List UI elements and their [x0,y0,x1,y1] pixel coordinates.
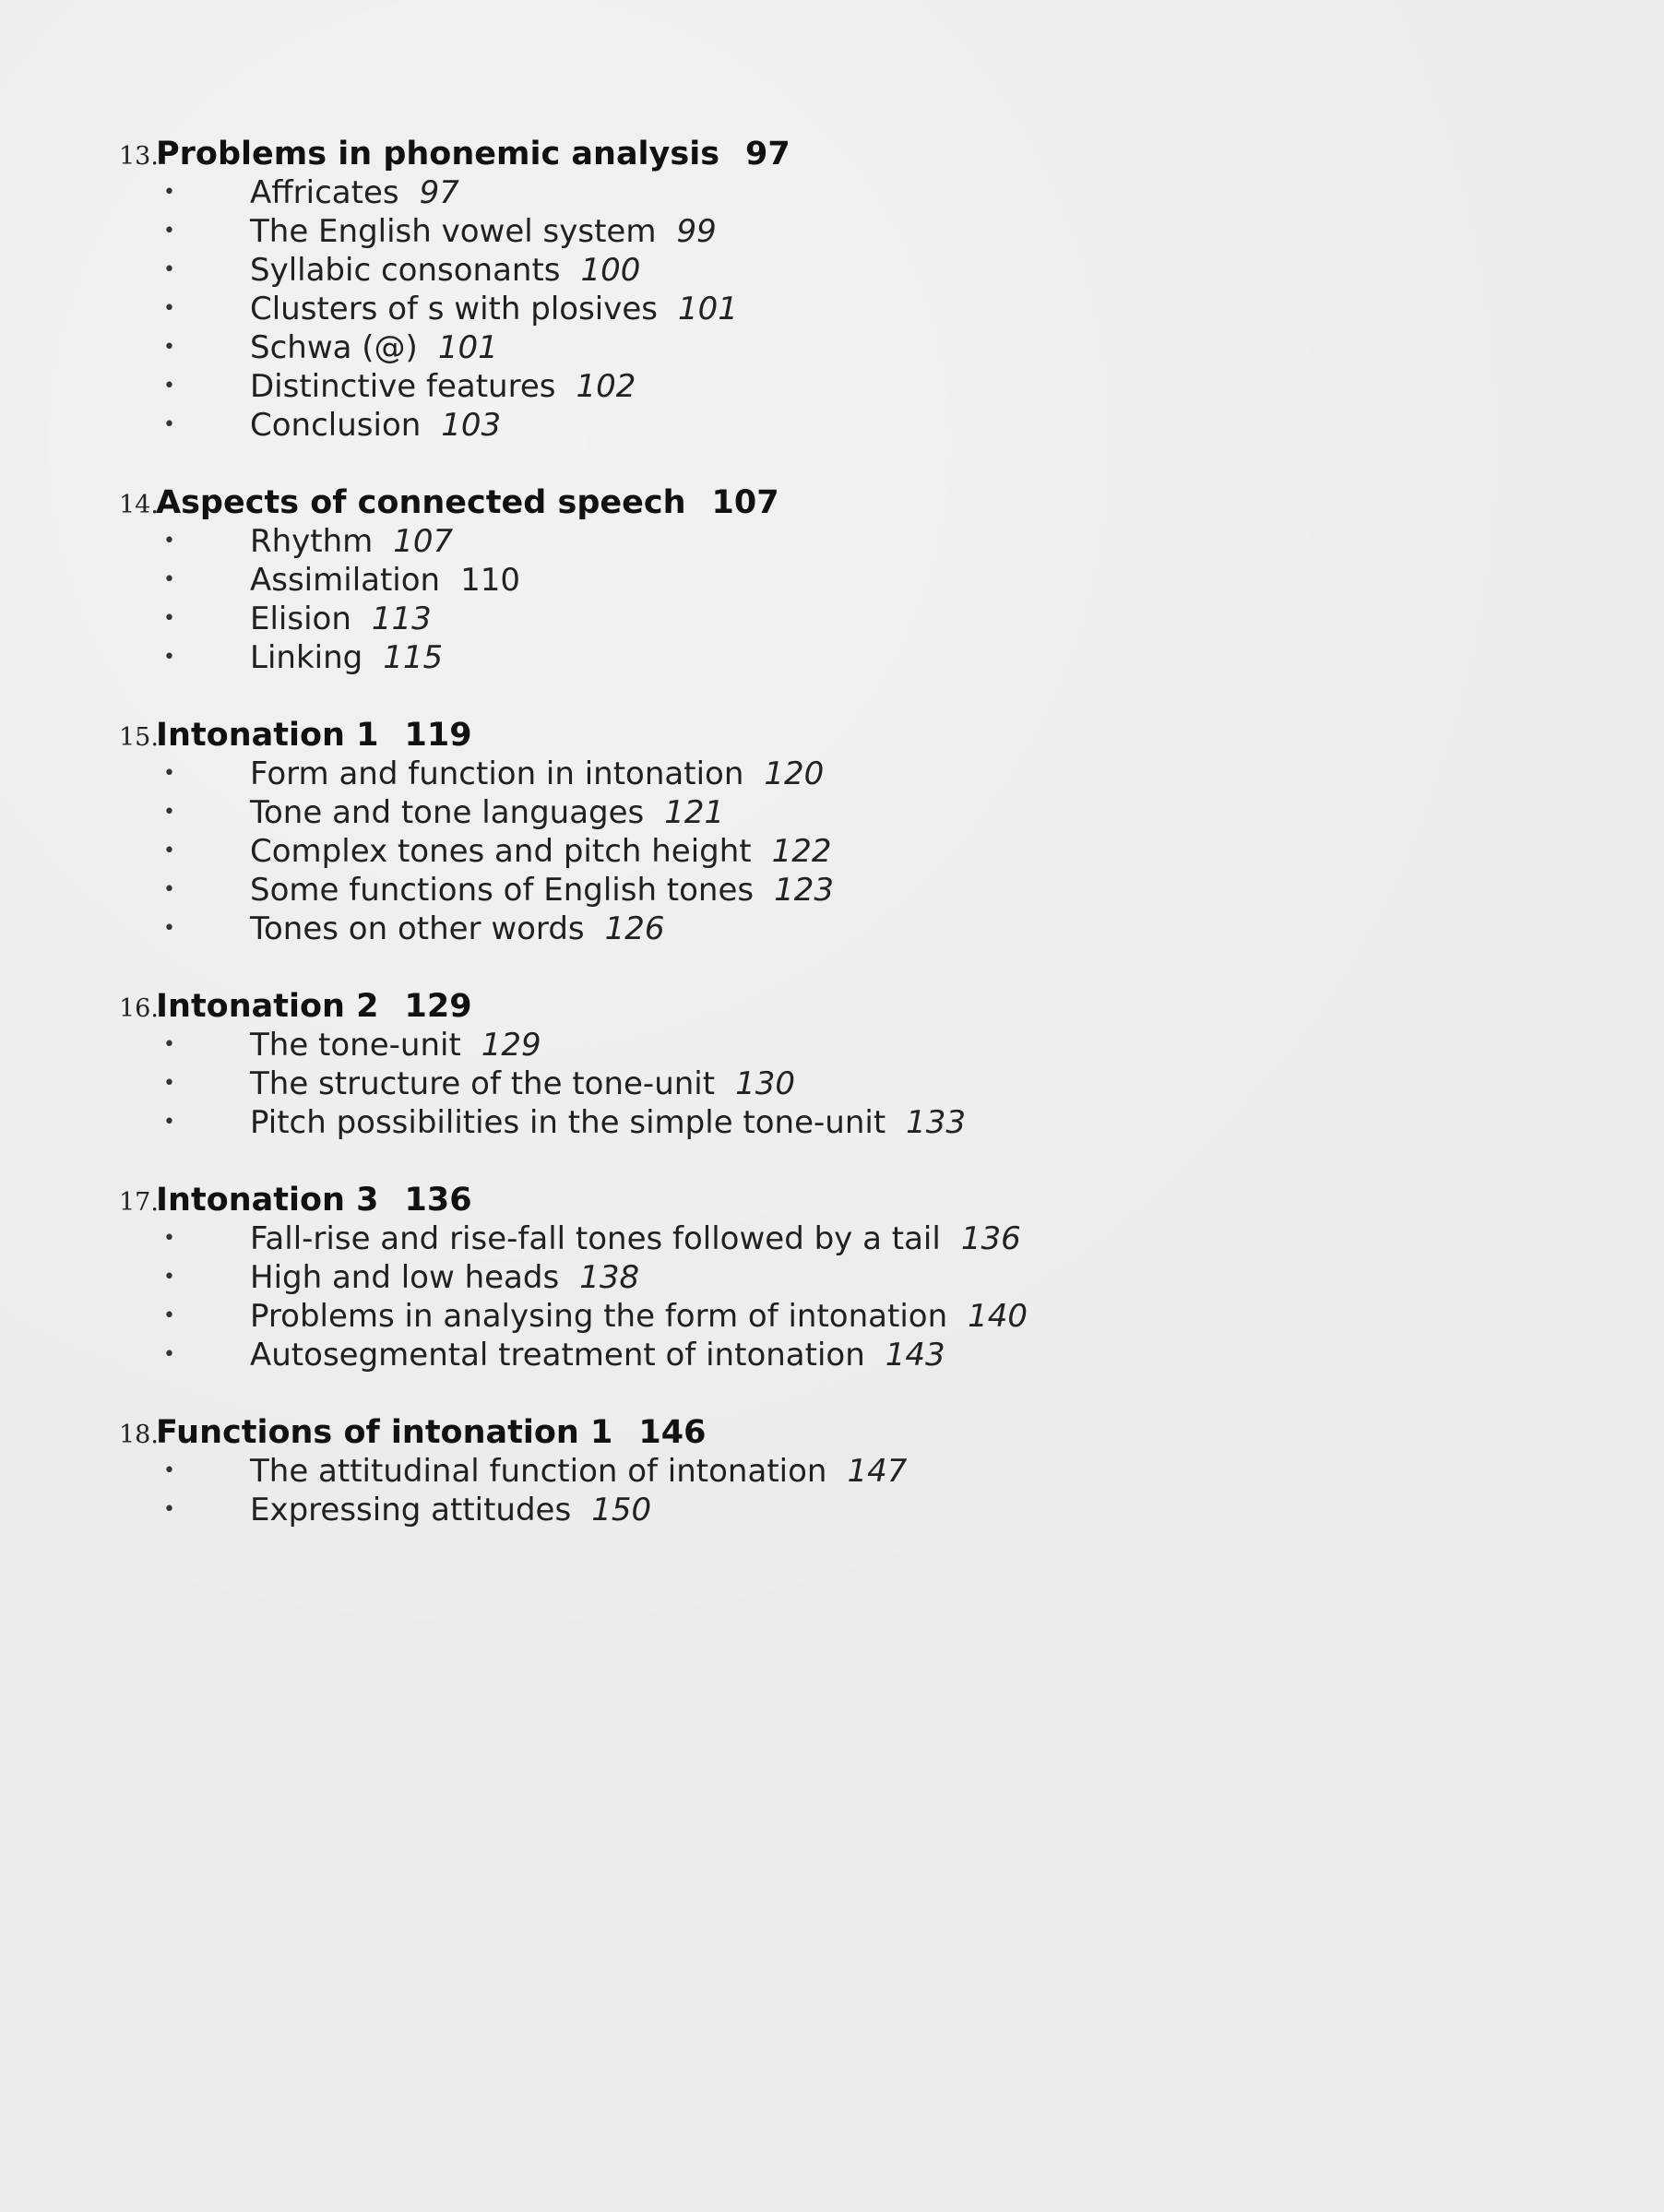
section-page-number: 120 [764,755,825,792]
section-title: The attitudinal function of intonation [250,1453,827,1490]
section-list [119,173,1503,445]
section-page-number: 97 [419,174,459,211]
section-page-number: 123 [774,872,835,909]
section-page-number: 138 [579,1259,640,1296]
section-page-number: 110 [460,562,521,599]
section-title: Distinctive features [250,368,556,405]
section-page-number: 126 [604,910,665,947]
bullet-icon: • [163,1343,175,1366]
table-of-contents [119,135,1503,1568]
chapter-page-number: 97 [745,136,790,172]
bullet-icon: • [163,801,175,824]
bullet-icon: • [163,375,175,398]
section-title: Pitch possibilities in the simple tone-unit [250,1104,886,1141]
list-item [119,1026,1503,1064]
section-title: Problems in analysing the form of intonation [250,1298,948,1335]
chapter-title: Problems in phonemic analysis [156,136,720,172]
section-page-number: 133 [906,1104,967,1141]
bullet-icon: • [163,568,175,591]
chapter-page-number: 119 [404,717,472,754]
section-title: The tone-unit [250,1027,461,1064]
section-page-number: 115 [383,639,444,676]
bullet-icon: • [163,220,175,243]
chapter-number: 18. [119,1421,159,1449]
list-item [119,1336,1503,1374]
bullet-icon: • [163,1072,175,1095]
bullet-icon: • [163,1459,175,1482]
chapter-number: 16. [119,994,159,1023]
list-item [119,328,1503,367]
chapter-page-number: 107 [711,484,779,521]
section-page-number: 103 [441,407,502,444]
chapter-number: 13. [119,142,159,171]
list-item [119,638,1503,677]
section-title: Form and function in intonation [250,755,744,792]
toc-chapter [119,135,1503,445]
chapter-heading [119,987,1503,1026]
section-title: Syllabic consonants [250,252,561,289]
bullet-icon: • [163,181,175,204]
chapter-heading [119,135,1503,173]
list-item [119,793,1503,832]
bullet-icon: • [163,1304,175,1327]
toc-chapter [119,716,1503,948]
section-page-number: 150 [591,1492,652,1528]
list-item [119,251,1503,290]
section-page-number: 143 [885,1337,945,1374]
list-item [119,1064,1503,1103]
list-item [119,173,1503,212]
section-page-number: 136 [960,1220,1021,1257]
section-list [119,1219,1503,1374]
list-item [119,1219,1503,1258]
list-item [119,1258,1503,1297]
chapter-page-number: 129 [404,988,472,1025]
bullet-icon: • [163,1111,175,1134]
section-list [119,755,1503,948]
section-title: Conclusion [250,407,422,444]
section-page-number: 122 [771,833,832,870]
list-item [119,1491,1503,1529]
bullet-icon: • [163,1227,175,1250]
toc-chapter [119,987,1503,1142]
list-item [119,522,1503,561]
section-title: Complex tones and pitch height [250,833,752,870]
chapter-heading [119,1181,1503,1219]
section-title: The structure of the tone-unit [250,1065,716,1102]
chapter-number: 17. [119,1188,159,1217]
list-item [119,212,1503,251]
bullet-icon: • [163,413,175,436]
list-item [119,1452,1503,1491]
bullet-icon: • [163,646,175,669]
section-page-number: 107 [393,523,454,560]
chapter-heading [119,483,1503,522]
bullet-icon: • [163,297,175,320]
section-title: Rhythm [250,523,374,560]
section-list [119,522,1503,677]
section-page-number: 140 [968,1298,1028,1335]
list-item [119,871,1503,910]
list-item [119,290,1503,328]
section-title: Expressing attitudes [250,1492,572,1528]
bullet-icon: • [163,1033,175,1056]
chapter-title: Intonation 1 [156,717,379,754]
bullet-icon: • [163,878,175,901]
section-page-number: 101 [437,329,498,366]
bullet-icon: • [163,529,175,553]
chapter-heading [119,1413,1503,1452]
list-item [119,561,1503,600]
section-title: Autosegmental treatment of intonation [250,1337,865,1374]
bullet-icon: • [163,336,175,359]
chapter-number: 15. [119,723,159,752]
section-title: Affricates [250,174,399,211]
section-title: Fall-rise and rise-fall tones followed by a tail [250,1220,941,1257]
section-page-number: 129 [481,1027,541,1064]
section-title: Clusters of s with plosives [250,291,658,327]
section-list [119,1026,1503,1142]
chapter-title: Functions of intonation 1 [156,1414,613,1451]
section-page-number: 113 [371,601,432,637]
list-item [119,832,1503,871]
chapter-page-number: 146 [638,1414,707,1451]
section-page-number: 121 [664,794,725,831]
section-title: Schwa (@) [250,329,418,366]
bullet-icon: • [163,917,175,940]
list-item [119,755,1503,793]
section-title: Assimilation [250,562,441,599]
list-item [119,1297,1503,1336]
list-item [119,910,1503,948]
section-page-number: 99 [676,213,717,250]
bullet-icon: • [163,607,175,630]
section-page-number: 101 [677,291,738,327]
section-title: Tone and tone languages [250,794,645,831]
section-title: Linking [250,639,363,676]
section-title: Some functions of English tones [250,872,755,909]
section-list [119,1452,1503,1529]
toc-chapter [119,1181,1503,1374]
list-item [119,367,1503,406]
section-page-number: 147 [847,1453,908,1490]
section-page-number: 100 [580,252,641,289]
chapter-title: Aspects of connected speech [156,484,686,521]
section-title: High and low heads [250,1259,560,1296]
bullet-icon: • [163,839,175,862]
section-title: Elision [250,601,351,637]
chapter-page-number: 136 [404,1182,472,1219]
chapter-heading [119,716,1503,755]
section-title: The English vowel system [250,213,657,250]
list-item [119,406,1503,445]
chapter-title: Intonation 2 [156,988,379,1025]
bullet-icon: • [163,1266,175,1289]
list-item [119,1103,1503,1142]
bullet-icon: • [163,258,175,281]
list-item [119,600,1503,638]
section-page-number: 130 [735,1065,795,1102]
section-title: Tones on other words [250,910,585,947]
chapter-number: 14. [119,491,159,519]
bullet-icon: • [163,1498,175,1521]
chapter-title: Intonation 3 [156,1182,379,1219]
toc-chapter [119,1413,1503,1529]
bullet-icon: • [163,762,175,785]
toc-chapter [119,483,1503,677]
section-page-number: 102 [576,368,636,405]
